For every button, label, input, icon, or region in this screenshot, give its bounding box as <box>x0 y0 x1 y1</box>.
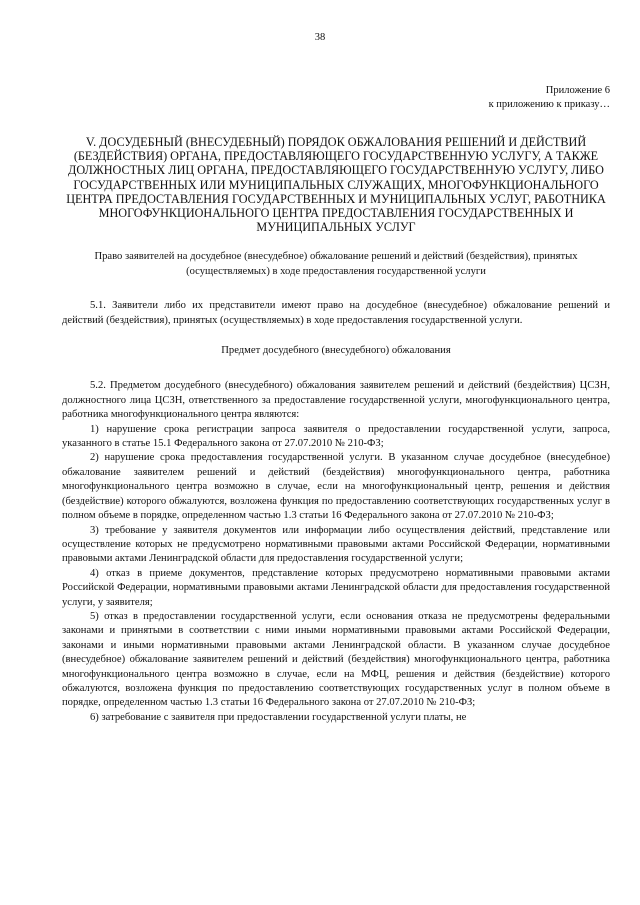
document-body <box>62 135 610 725</box>
page-number: 38 <box>314 32 326 43</box>
list-item-1: 1) нарушение срока регистрации запроса заявителя о предоставлении государственной услуги, запроса, указанного в статье 15.1 Федерального закона от 27.07.2010 № 210-ФЗ; <box>62 423 610 450</box>
heading-appeal-rights: Право заявителей на досудебное (внесудебное) обжалование решений и действий (бездействия), принятых (осуществляемых) в ходе предоставления государственной услуги <box>94 251 578 277</box>
list-item-3: 3) требование у заявителя документов или информации либо осуществления действий, представление или осуществление которых не предусмотрено нормативными правовыми актами Российской Федерации, нормативными правовыми актами Ленинградской области для предоставления государственной услуги; <box>62 524 610 565</box>
list-item-6: 6) затребование с заявителя при предоставлении государственной услуги платы, не <box>90 711 467 723</box>
paragraph-5-1: 5.1. Заявители либо их представители имеют право на досудебное (внесудебное) обжалование решений и действий (бездействия), принятых (осуществляемых) в ходе предоставления государственной услуги. <box>62 300 610 326</box>
appendix-reference <box>489 84 610 112</box>
paragraph-5-2: 5.2. Предметом досудебного (внесудебного) обжалования заявителем решений и действий (бездействия) ЦСЗН, должностного лица ЦСЗН, ответственного за предоставление государственной услуги, многофункционального центра, работника многофункционального центра являются: <box>62 380 610 421</box>
appendix-subtitle: к приложению к приказу… <box>488 99 610 110</box>
heading-appeal-subject: Предмет досудебного (внесудебного) обжалования <box>221 345 451 357</box>
list-item-4: 4) отказ в приеме документов, представление которых предусмотрено нормативными правовыми актами Российской Федерации, нормативными правовыми актами Ленинградской области для предоставления государственной услуги, у заявителя; <box>62 567 610 608</box>
section-title: V. ДОСУДЕБНЫЙ (ВНЕСУДЕБНЫЙ) ПОРЯДОК ОБЖАЛОВАНИЯ РЕШЕНИЙ И ДЕЙСТВИЙ (БЕЗДЕЙСТВИЯ) ОРГАНА, ПРЕДОСТАВЛЯЮЩЕГО ГОСУДАРСТВЕННУЮ УСЛУГУ, А ТАКЖЕ ДОЛЖНОСТНЫХ ЛИЦ ОРГАНА, ПРЕДОСТАВЛЯЮЩЕГО ГОСУДАРСТВЕННУЮ УСЛУГУ, ЛИБО ГОСУДАРСТВЕННЫХ ИЛИ МУНИЦИПАЛЬНЫХ СЛУЖАЩИХ, МНОГОФУНКЦИОНАЛЬНОГО ЦЕНТРА ПРЕДОСТАВЛЕНИЯ ГОСУДАРСТВЕННЫХ И МУНИЦИПАЛЬНЫХ УСЛУГ, РАБОТНИКА МНОГОФУНКЦИОНАЛЬНОГО ЦЕНТРА ПРЕДОСТАВЛЕНИЯ ГОСУДАРСТВЕННЫХ И МУНИЦИПАЛЬНЫХ УСЛУГ <box>66 135 606 235</box>
list-item-2: 2) нарушение срока предоставления государственной услуги. В указанном случае досудебное (внесудебное) обжалование заявителем решений и действий (бездействия) многофункционального центра, работника многофункционального центра возможно в случае, если на многофункциональный центр, решения и действия (бездействие) которого обжалуются, возложена функция по предоставлению соответствующих государственных услуг в полном объеме в порядке, определенном частью 1.3 статьи 16 Федерального закона от 27.07.2010 № 210-ФЗ; <box>62 452 610 522</box>
appendix-title: Приложение 6 <box>545 85 610 96</box>
list-item-5: 5) отказ в предоставлении государственной услуги, если основания отказа не предусмотрены федеральными законами и принятыми в соответствии с ними иными нормативными правовыми актами Российской Федерации, законами и иными нормативными правовыми актами Ленинградской области. В указанном случае досудебное (внесудебное) обжалование заявителем решений и действий (бездействия) многофункционального центра, работника многофункционального центра возможно в случае, если на МФЦ, решения и действия (бездействие) которого обжалуются, возложена функция по предоставлению соответствующих государственных услуг в полном объеме в порядке, определенном частью 1.3 статьи 16 Федерального закона от 27.07.2010 № 210-ФЗ; <box>62 610 610 709</box>
